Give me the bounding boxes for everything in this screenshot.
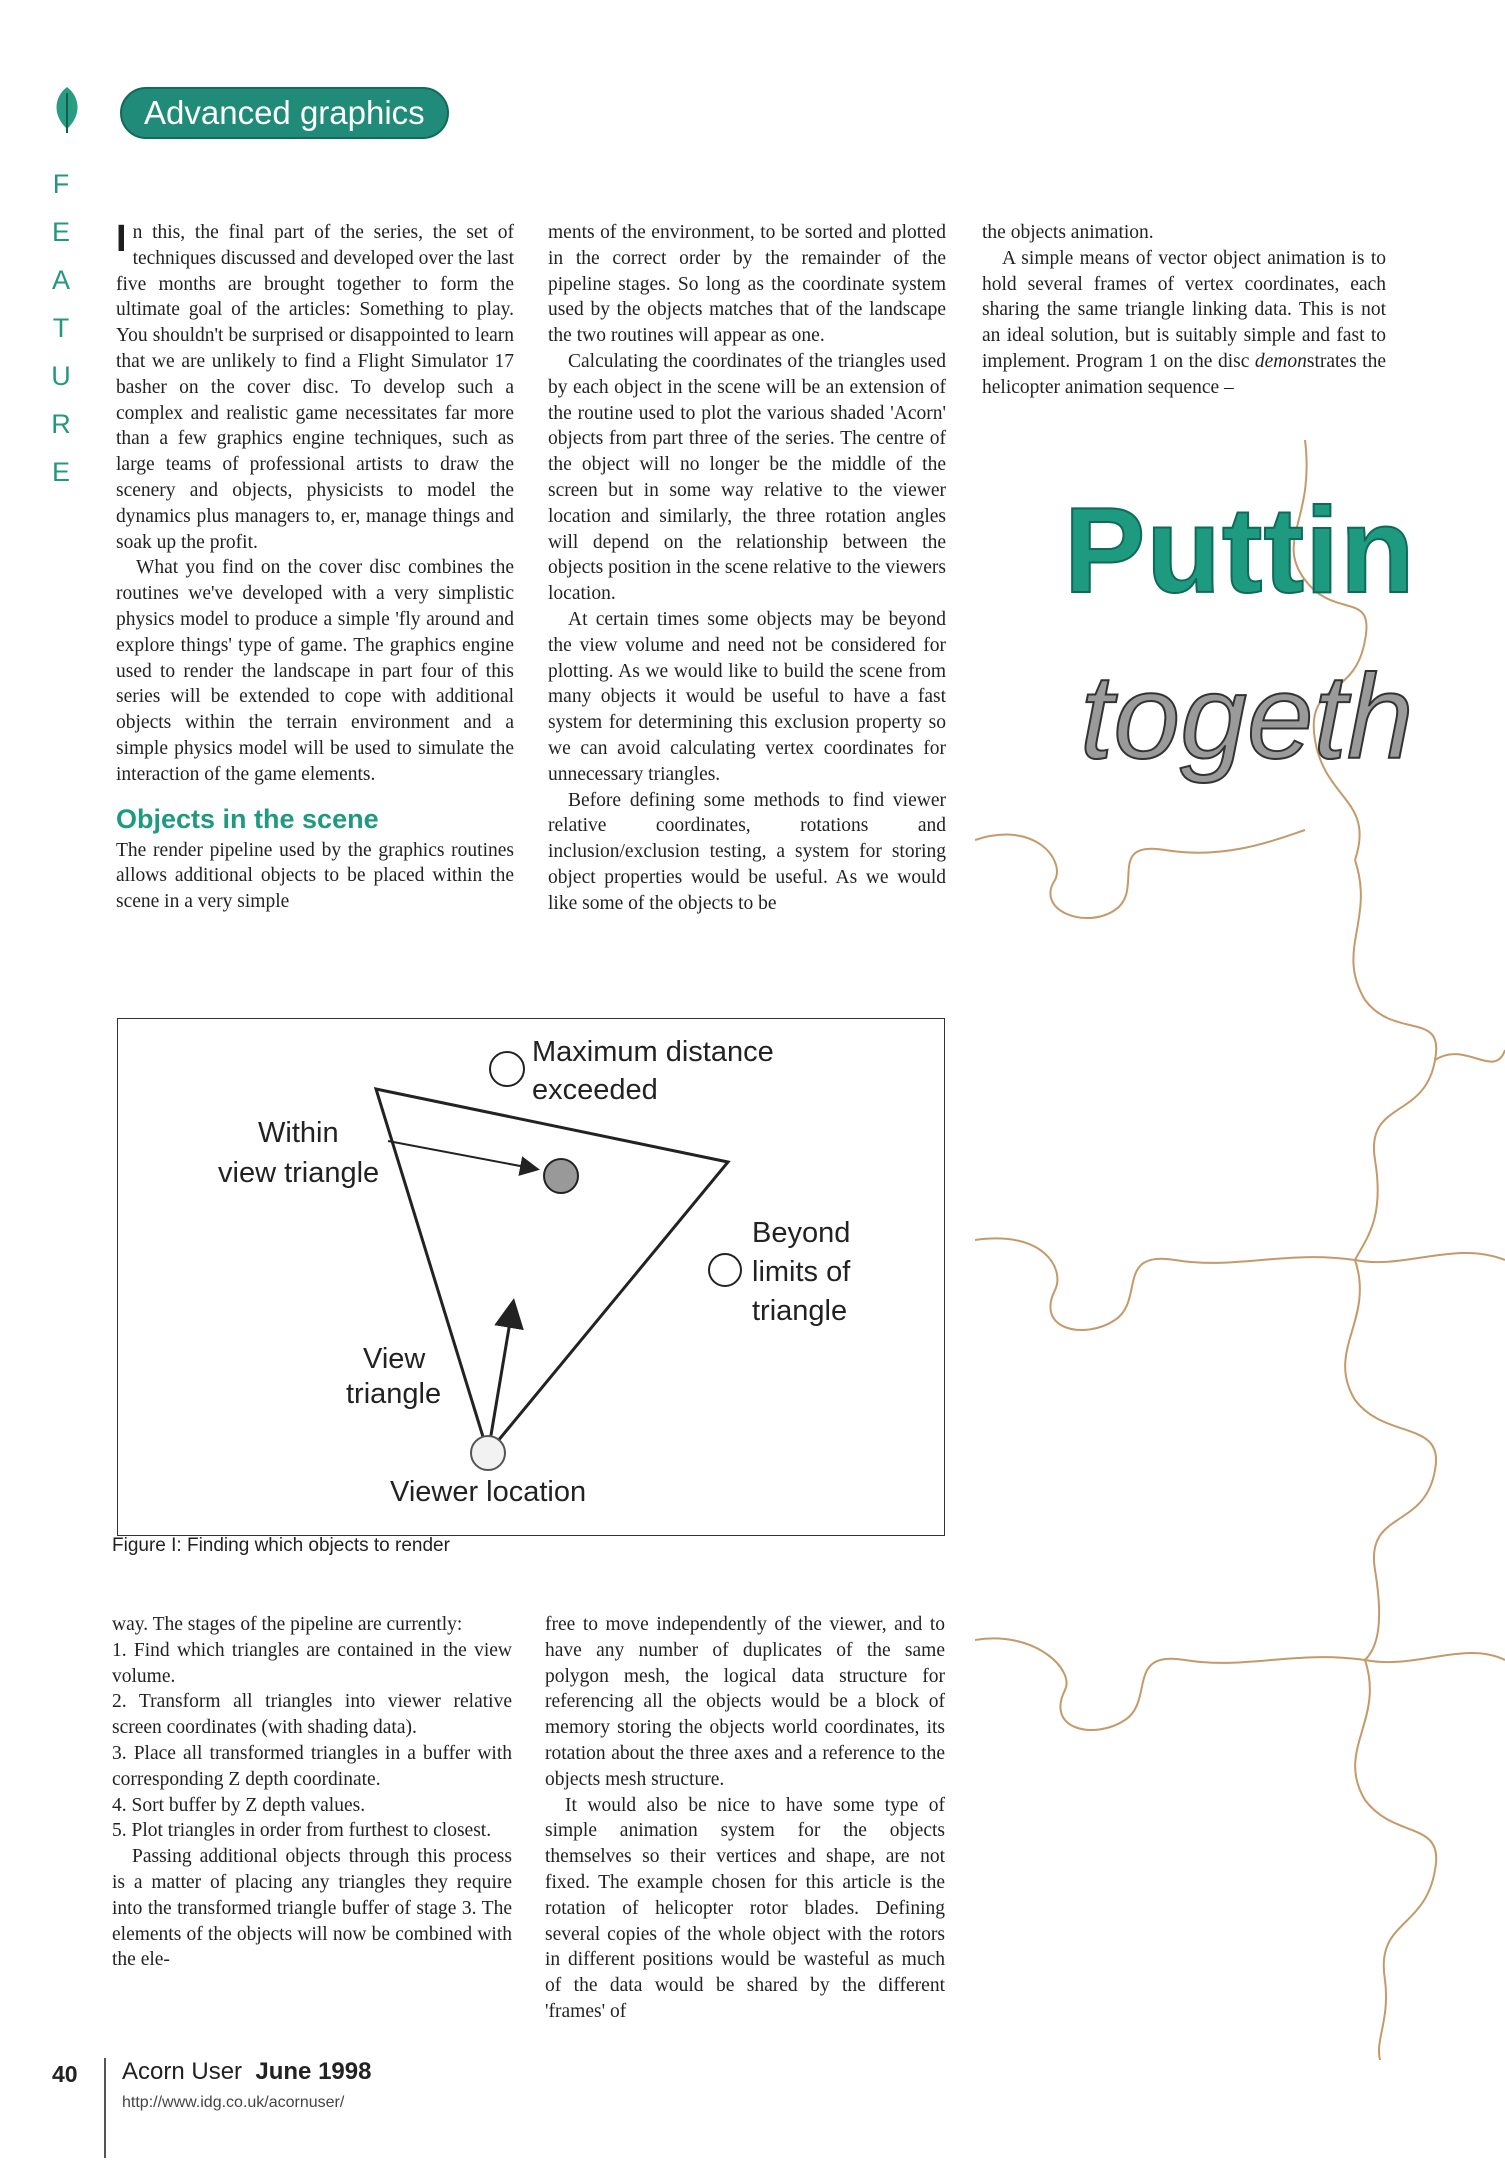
article-column-3 xyxy=(982,220,1386,401)
article-column-2-bottom xyxy=(545,1612,945,2025)
list-item: 3. Place all transformed triangles in a buffer with corresponding Z depth coordinate. xyxy=(112,1742,512,1790)
paragraph: way. The stages of the pipeline are currently: xyxy=(112,1614,463,1635)
paragraph: A simple means of vector object animation is to hold several frames of vertex coordinates, each sharing the same triangle linking data. This is not an ideal solution, but is suitably simple and fast to implement. Program 1 on the disc demonstrates the helicopter animation sequence – xyxy=(982,247,1386,398)
label-within-2: view triangle xyxy=(218,1157,380,1189)
label-view-triangle: View xyxy=(363,1343,426,1375)
view-direction-arrow xyxy=(488,1304,513,1453)
list-item: 1. Find which triangles are contained in the view volume. xyxy=(112,1639,512,1687)
leaf-icon xyxy=(50,85,84,135)
paragraph: What you find on the cover disc combines the routines we've developed with a very simplistic physics model to produce a simple 'fly around and explore things' type of game. The graphics engine used to render the landscape in part four of this series will be extended to cope with additional objects within the terrain environment and a simple physics model will be used to simulate the interaction of the game elements. xyxy=(116,557,514,785)
list-item: 5. Plot triangles in order from furthest to closest. xyxy=(112,1820,492,1842)
label-view-triangle-2: triangle xyxy=(346,1378,442,1410)
label-beyond-3: triangle xyxy=(752,1295,848,1327)
section-label: Advanced graphics xyxy=(120,87,449,139)
list-item: 4. Sort buffer by Z depth values. xyxy=(112,1794,366,1816)
paragraph: ments of the environment, to be sorted and plotted in the correct order by the remainder of the pipeline stages. So long as the coordinate system used by the objects matches that of the landscape the two routines will appear as one. xyxy=(548,222,946,347)
figure-diagram xyxy=(117,1018,945,1536)
label-max-distance: Maximum distance xyxy=(532,1036,774,1068)
viewer-location-marker xyxy=(471,1436,505,1470)
article-column-2 xyxy=(548,220,946,917)
list-item: 2. Transform all triangles into viewer relative screen coordinates (with shading data). xyxy=(112,1691,512,1739)
paragraph: Calculating the coordinates of the triangles used by each object in the scene will be an extension of the routine used to plot the various shaded 'Acorn' objects from part three of the series. The centre of the object will no longer be the middle of the screen but in some way relative to the viewer location and similarly, the three rotation angles will depend on the relationship between the objects position in the scene relative to the viewers location. xyxy=(548,350,946,605)
figure-caption: Figure I: Finding which objects to render xyxy=(112,1535,450,1556)
subheading: Objects in the scene xyxy=(116,803,379,834)
footer-url: http://www.idg.co.uk/acornuser/ xyxy=(122,2094,345,2111)
label-max-distance-2: exceeded xyxy=(532,1074,658,1106)
paragraph: Before defining some methods to find viewer relative coordinates, rotations and inclusion/exclusion testing, a system for storing object properties would be useful. As we would like some of the objects to be xyxy=(548,789,946,914)
object-inside xyxy=(544,1159,578,1193)
article-column-1 xyxy=(116,220,514,915)
page-number: 40 xyxy=(52,2061,78,2087)
headline-word-2: togeth xyxy=(1080,650,1414,784)
label-viewer-location: Viewer location xyxy=(390,1476,587,1508)
paragraph: the objects animation. xyxy=(982,222,1154,243)
within-pointer xyxy=(388,1141,536,1169)
paragraph: At certain times some objects may be beyond the view volume and need not be considered for plotting. As we would like to build the scene from many objects it would be useful to have a fast system for determining this exclusion property so we can avoid calculating vertex coordinates for unnecessary triangles. xyxy=(548,608,946,785)
object-beyond xyxy=(709,1254,741,1286)
footer-magazine: Acorn User June 1998 xyxy=(122,2058,372,2085)
label-beyond: Beyond xyxy=(752,1217,851,1249)
article-column-1-bottom xyxy=(112,1612,512,1973)
paragraph: free to move independently of the viewer, and to have any number of duplicates of the same polygon mesh, the logical data structure for referencing all the objects would be a block of memory storing the objects world coordinates, its rotation about the three axes and a reference to the objects mesh structure. xyxy=(545,1614,945,1790)
feature-side-label: F E A T U R E xyxy=(51,169,73,487)
paragraph: It would also be nice to have some type of simple animation system for the objects themselves so their vertices and shape, are not fixed. The example chosen for this article is the rotation of helicopter rotor blades. Defining several copies of the whole object with the rotors in different positions would be wasteful as much of the data would be shared by the different 'frames' of xyxy=(545,1794,945,2022)
paragraph: The render pipeline used by the graphics routines allows additional objects to be placed within the scene in a very simple xyxy=(116,839,514,913)
paragraph: Passing additional objects through this process is a matter of placing any triangles they require into the transformed triangle buffer of stage 3. The elements of the objects will now be combined with the ele- xyxy=(112,1846,512,1971)
drop-cap: I xyxy=(116,218,127,260)
footer-divider xyxy=(104,2058,106,2158)
label-beyond-2: limits of xyxy=(752,1256,851,1288)
headline-word-1: Puttin xyxy=(1064,482,1416,618)
object-max-distance xyxy=(490,1052,524,1086)
intro-paragraph: In this, the final part of the series, the set of techniques discussed and developed over the last five months are brought together to form the ultimate goal of the articles: Something to play. You shouldn't be surprised or disappointed to learn that we are unlikely to find a Flight Simulator 17 basher on the cover disc. To develop such a complex and realistic game necessitates far more than a few graphics engine techniques, such as large teams of professional artists to draw the scenery and objects, physicists to model the dynamics plus managers to, er, manage things and soak up the profit. xyxy=(116,218,514,553)
label-within: Within xyxy=(258,1117,339,1149)
